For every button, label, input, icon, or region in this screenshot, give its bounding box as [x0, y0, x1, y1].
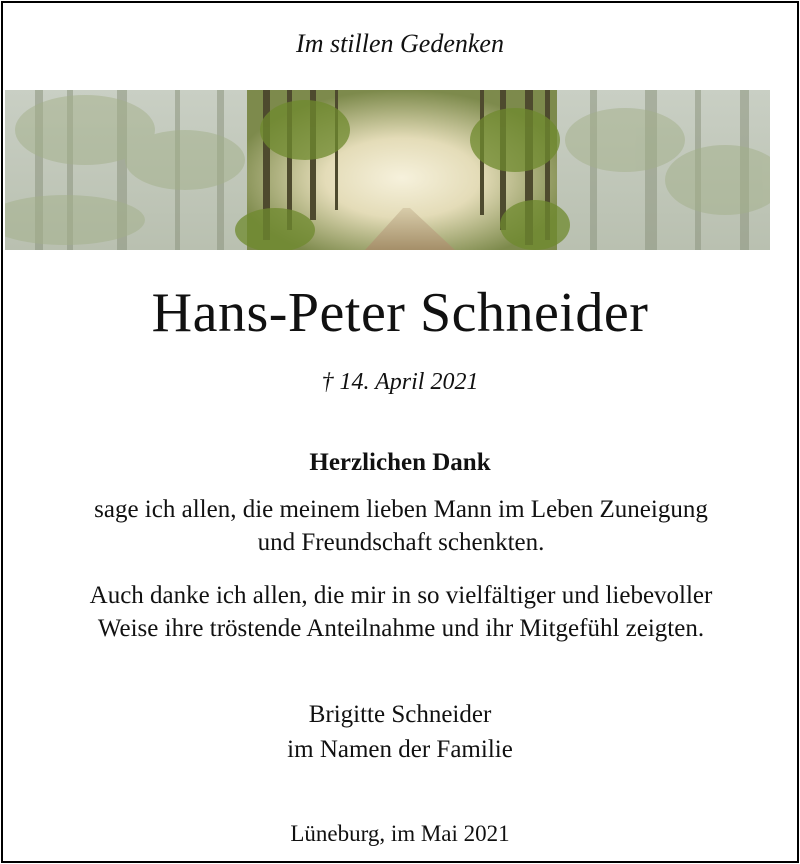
deceased-name: Hans-Peter Schneider: [151, 282, 649, 344]
place-date: Lüneburg, im Mai 2021: [290, 821, 510, 846]
forest-photo-banner: [5, 90, 770, 250]
signature-line: im Namen der Familie: [287, 736, 513, 763]
thanks-heading: Herzlichen Dank: [309, 449, 491, 476]
paragraph-1-line-1: sage ich allen, die meinem lieben Mann im Leben Zuneigung: [94, 496, 708, 523]
header-text: Im stillen Gedenken: [296, 29, 504, 58]
paragraph-2-line-2: Weise ihre tröstende Anteilnahme und ihr Mitgefühl zeigten.: [97, 615, 705, 642]
thanks-paragraph-1: [23, 493, 779, 559]
obituary-notice: [1, 1, 799, 863]
paragraph-2-line-1: Auch danke ich allen, die mir in so vielfältiger und liebevoller: [89, 582, 713, 609]
thanks-paragraph-2: [23, 579, 779, 645]
paragraph-1-line-2: und Freundschaft schenkten.: [257, 529, 545, 556]
signature-name: Brigitte Schneider: [308, 701, 492, 728]
forest-path-image: [5, 90, 770, 250]
death-date: † 14. April 2021: [321, 369, 479, 395]
